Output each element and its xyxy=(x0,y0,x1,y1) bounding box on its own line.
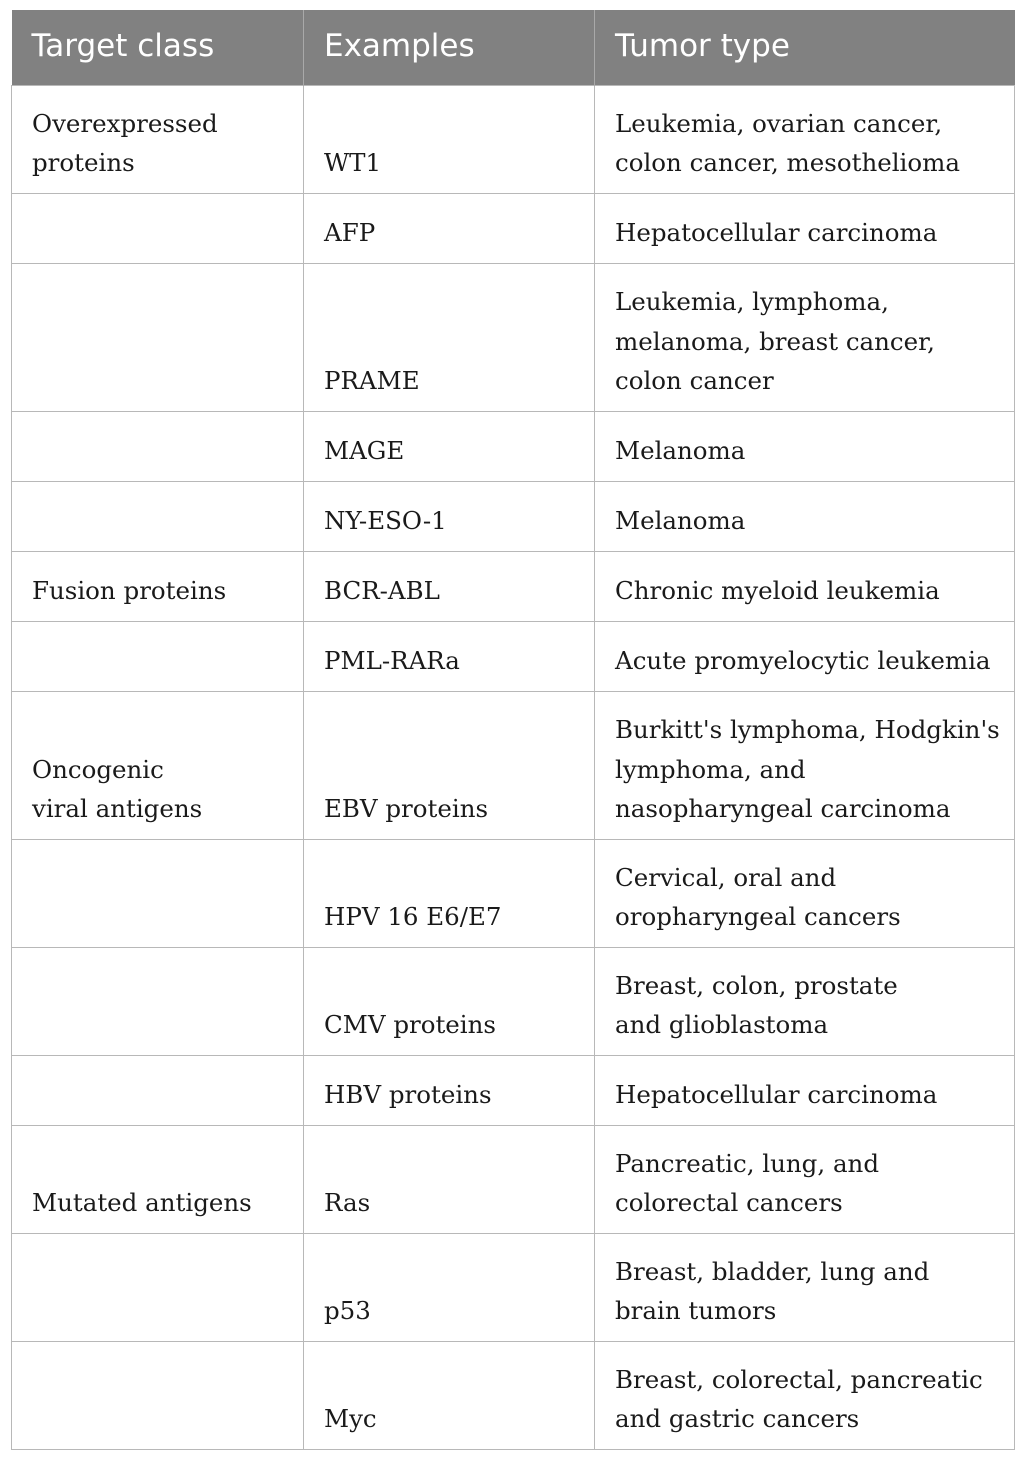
tumor-type-cell: Acute promyelocytic leukemia xyxy=(595,621,1015,691)
table-row xyxy=(12,1233,1015,1341)
tumor-type-cell: Burkitt's lymphoma, Hodgkin's lymphoma, and nasopharyngeal carcinoma xyxy=(595,691,1015,839)
tumor-type-cell: Breast, bladder, lung and brain tumors xyxy=(595,1233,1015,1341)
table-row xyxy=(12,85,1015,193)
tumor-type-cell: Breast, colon, prostate and glioblastoma xyxy=(595,947,1015,1055)
tumor-type-cell: Leukemia, ovarian cancer, colon cancer, mesothelioma xyxy=(595,85,1015,193)
example-cell: WT1 xyxy=(304,85,595,193)
table-body xyxy=(12,85,1015,1449)
target-class-cell xyxy=(12,481,304,551)
target-class-cell: Fusion proteins xyxy=(12,551,304,621)
example-cell: NY-ESO-1 xyxy=(304,481,595,551)
target-class-cell xyxy=(12,263,304,411)
tumor-type-cell: Hepatocellular carcinoma xyxy=(595,193,1015,263)
target-class-cell: Mutated antigens xyxy=(12,1125,304,1233)
example-cell: p53 xyxy=(304,1233,595,1341)
target-class-cell xyxy=(12,1233,304,1341)
tumor-type-cell: Melanoma xyxy=(595,481,1015,551)
example-cell: MAGE xyxy=(304,411,595,481)
tumor-type-cell: Melanoma xyxy=(595,411,1015,481)
tumor-type-cell: Chronic myeloid leukemia xyxy=(595,551,1015,621)
antigen-table xyxy=(11,10,1015,1450)
target-class-cell xyxy=(12,1055,304,1125)
table-row xyxy=(12,839,1015,947)
example-cell: PRAME xyxy=(304,263,595,411)
example-cell: BCR-ABL xyxy=(304,551,595,621)
target-class-cell: Overexpressed proteins xyxy=(12,85,304,193)
target-class-cell xyxy=(12,947,304,1055)
table-row xyxy=(12,1055,1015,1125)
header-target-class: Target class xyxy=(12,10,304,85)
table-row xyxy=(12,263,1015,411)
example-cell: CMV proteins xyxy=(304,947,595,1055)
table-row xyxy=(12,947,1015,1055)
table-row xyxy=(12,481,1015,551)
table-row xyxy=(12,193,1015,263)
table-row xyxy=(12,691,1015,839)
example-cell: Myc xyxy=(304,1341,595,1449)
example-cell: Ras xyxy=(304,1125,595,1233)
table-row xyxy=(12,1125,1015,1233)
header-tumor-type: Tumor type xyxy=(595,10,1015,85)
example-cell: HBV proteins xyxy=(304,1055,595,1125)
example-cell: AFP xyxy=(304,193,595,263)
table-row xyxy=(12,621,1015,691)
table-row xyxy=(12,551,1015,621)
table-row xyxy=(12,1341,1015,1449)
tumor-type-cell: Breast, colorectal, pancreatic and gastric cancers xyxy=(595,1341,1015,1449)
example-cell: HPV 16 E6/E7 xyxy=(304,839,595,947)
target-class-cell xyxy=(12,621,304,691)
tumor-type-cell: Leukemia, lymphoma, melanoma, breast cancer, colon cancer xyxy=(595,263,1015,411)
tumor-type-cell: Cervical, oral and oropharyngeal cancers xyxy=(595,839,1015,947)
target-class-cell xyxy=(12,1341,304,1449)
target-class-cell xyxy=(12,193,304,263)
header-examples: Examples xyxy=(304,10,595,85)
header-row xyxy=(12,10,1015,85)
target-class-cell: Oncogenic viral antigens xyxy=(12,691,304,839)
table-row xyxy=(12,411,1015,481)
table-header xyxy=(12,10,1015,85)
example-cell: PML-RARa xyxy=(304,621,595,691)
tumor-type-cell: Pancreatic, lung, and colorectal cancers xyxy=(595,1125,1015,1233)
tumor-type-cell: Hepatocellular carcinoma xyxy=(595,1055,1015,1125)
target-class-cell xyxy=(12,839,304,947)
example-cell: EBV proteins xyxy=(304,691,595,839)
target-class-cell xyxy=(12,411,304,481)
